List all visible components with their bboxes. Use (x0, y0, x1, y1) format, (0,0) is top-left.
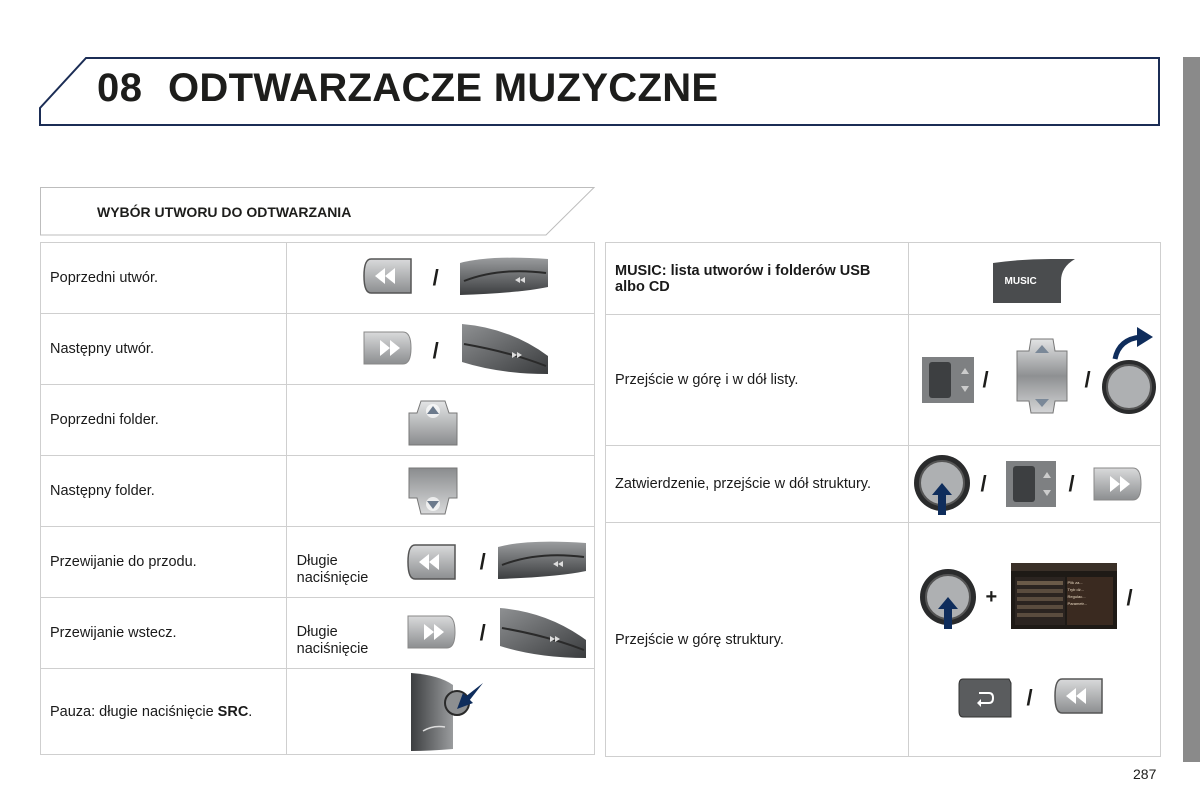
row-label: Przewijanie wstecz. (41, 598, 287, 669)
long-press-note: Długie naciśnięcie (296, 553, 369, 586)
row-illustration (908, 523, 1160, 757)
screen-menu-thumbnail (1011, 563, 1117, 629)
fast-forward-button-icon (407, 614, 457, 650)
up-down-arrows-button-icon (1015, 337, 1069, 415)
or-separator: / (980, 471, 987, 496)
row-illustration (286, 598, 594, 669)
or-separator: / (479, 620, 486, 645)
long-press-note: Długie naciśnięcie (296, 624, 369, 657)
row-label: Przejście w górę i w dół listy. (606, 315, 909, 446)
row-label: MUSIC: lista utworów i folderów USB albo CD (606, 243, 909, 315)
knob-press-icon (911, 453, 973, 517)
or-separator: / (1084, 367, 1091, 392)
table-row (41, 385, 595, 456)
row-label-suffix: . (248, 703, 253, 720)
row-label: Poprzedni utwór. (41, 243, 287, 314)
or-separator: / (1126, 585, 1133, 610)
scroll-wheel-icon (921, 356, 975, 404)
table-row (41, 456, 595, 527)
rotary-knob-icon (1101, 323, 1159, 419)
table-row (606, 523, 1161, 757)
table-row (41, 527, 595, 598)
row-illustration (908, 315, 1160, 446)
row-label: Przejście w górę struktury. (606, 523, 909, 757)
left-instructions-table (40, 242, 595, 755)
row-illustration (286, 385, 594, 456)
table-row (41, 243, 595, 314)
table-row (41, 669, 595, 755)
src-keyword: SRC (217, 703, 249, 720)
rewind-button-icon (407, 543, 457, 581)
folder-up-button-icon (407, 399, 459, 447)
row-label: Następny folder. (41, 456, 287, 527)
row-illustration (286, 456, 594, 527)
table-row (41, 314, 595, 385)
fast-forward-button-icon (363, 330, 413, 366)
right-instructions-table (605, 242, 1161, 757)
plus-separator: + (985, 586, 998, 608)
scroll-wheel-icon (1005, 460, 1057, 508)
table-row (41, 598, 595, 669)
or-separator: / (982, 367, 989, 392)
steering-control-rewind-icon (460, 257, 552, 297)
row-illustration (286, 527, 594, 598)
or-separator: / (479, 549, 486, 574)
row-illustration (286, 669, 594, 755)
rewind-button-icon (363, 257, 413, 295)
steering-src-control-icon (409, 671, 489, 753)
table-row (606, 243, 1161, 315)
row-illustration (286, 314, 594, 385)
row-label: Przewijanie do przodu. (41, 527, 287, 598)
fast-forward-button-icon (1093, 466, 1143, 502)
row-illustration (286, 243, 594, 314)
table-row (606, 446, 1161, 523)
or-separator: / (432, 265, 439, 290)
music-button-label: MUSIC (1004, 276, 1037, 287)
back-button-icon (957, 677, 1013, 719)
row-label-prefix: Pauza: długie naciśnięcie (50, 703, 218, 720)
steering-control-rewind-icon (498, 541, 590, 581)
chapter-title: ODTWARZACZE MUZYCZNE (168, 66, 719, 110)
section-title: WYBÓR UTWORU DO ODTWARZANIA (97, 204, 352, 220)
chapter-number: 08 (97, 66, 143, 110)
steering-control-forward-icon (498, 606, 590, 662)
or-separator: / (432, 338, 439, 363)
or-separator: / (1068, 471, 1075, 496)
page-number: 287 (1133, 766, 1157, 782)
rewind-button-icon (1054, 677, 1104, 715)
screen-menu-item: Parametr... (1067, 601, 1088, 606)
side-tab-bar (1183, 57, 1200, 762)
row-label: Poprzedni folder. (41, 385, 287, 456)
screen-menu-item: Regulac... (1067, 594, 1086, 599)
table-row (606, 315, 1161, 446)
steering-control-forward-icon (460, 322, 552, 378)
row-label: Zatwierdzenie, przejście w dół struktury. (606, 446, 909, 523)
row-label (41, 669, 287, 755)
screen-menu-item: Tryb dź... (1067, 587, 1085, 592)
row-label: Następny utwór. (41, 314, 287, 385)
row-illustration (908, 446, 1160, 523)
or-separator: / (1026, 685, 1033, 710)
folder-down-button-icon (407, 466, 459, 518)
screen-menu-item: Plik za... (1067, 580, 1083, 585)
row-illustration (908, 243, 1160, 315)
knob-press-icon (917, 567, 979, 633)
screen-menu-list (1068, 579, 1088, 607)
